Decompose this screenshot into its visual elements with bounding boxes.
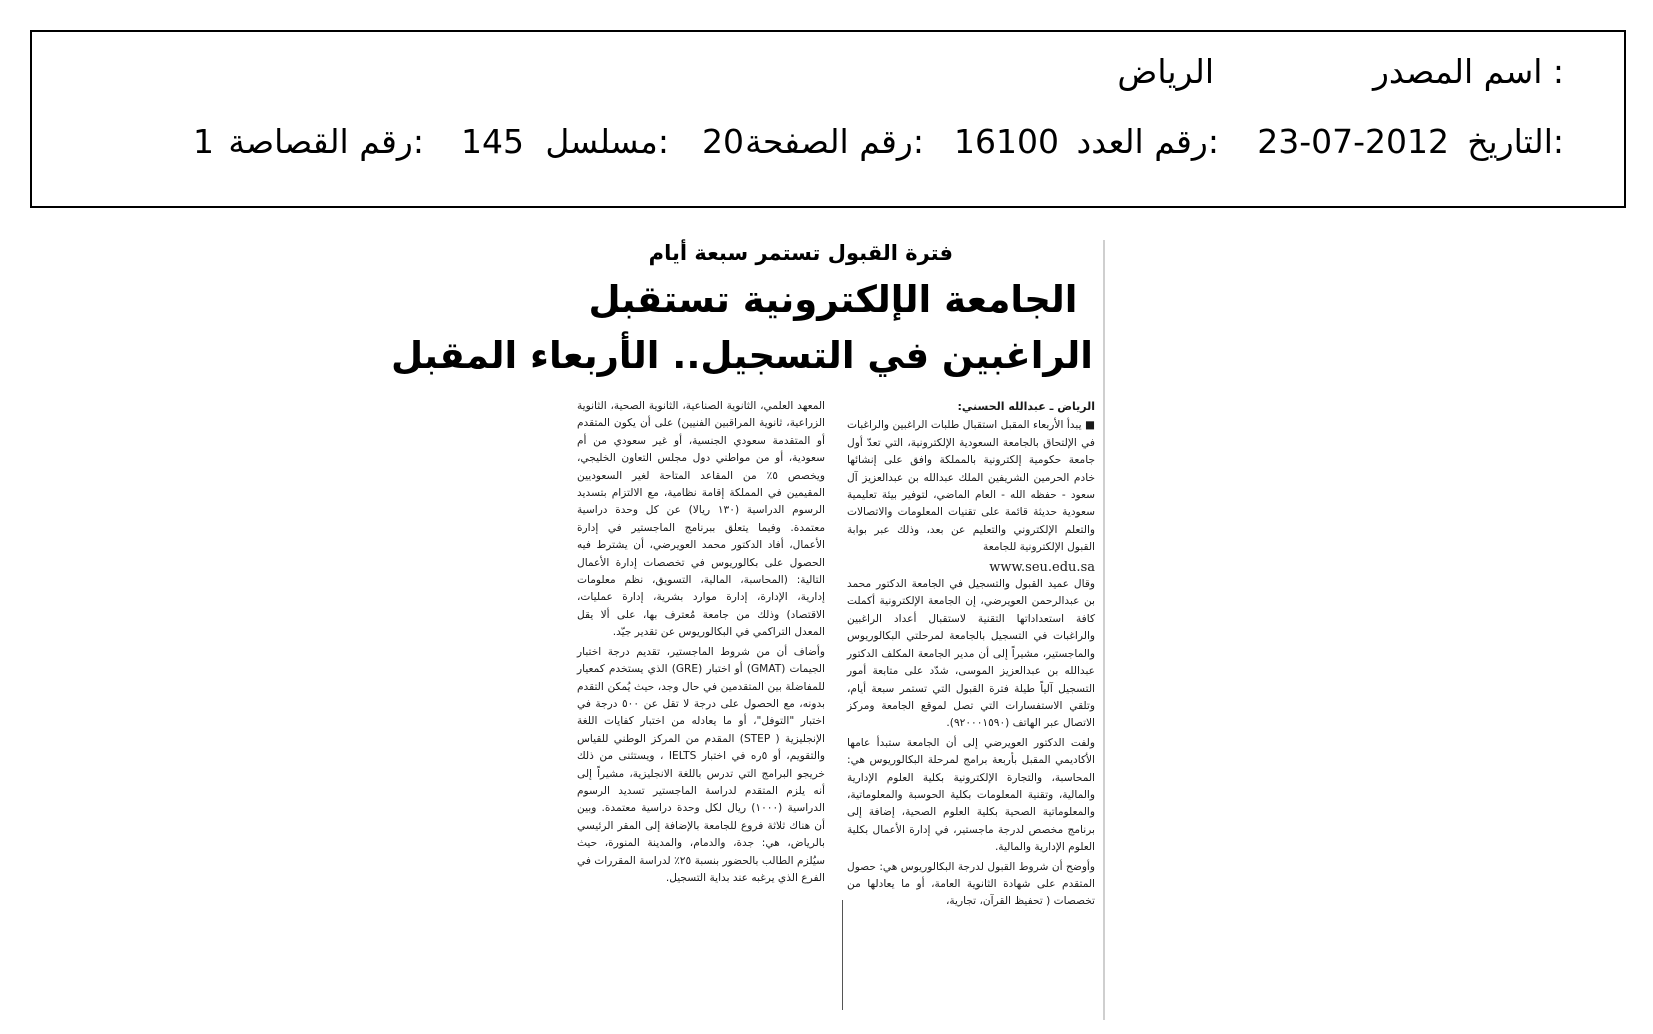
- newspaper-clipping: [391, 240, 1103, 1020]
- clipping-edge: [1103, 240, 1105, 1020]
- issue-value: 16100: [954, 122, 1059, 161]
- article-headline: [391, 272, 1093, 384]
- paragraph: المعهد العلمي، الثانوية الصناعية، الثانوية الصحية، الثانوية الزراعية، ثانوية المراقبين الفنيين) على أن يكون المتقدم أو المتقدمة سعودي الجنسية، أو غير سعودي من أم سعودية، أو من مواطني دول مجلس التعاون الخليجي، ويخصص ٥٪ من المقاعد المتاحة لغير السعوديين المقيمين في المملكة إقامة نظامية، مع الالتزام بتسديد الرسوم الدراسية (١٣٠ ريالا) عن كل وحدة دراسية معتمدة. وفيما يتعلق ببرنامج الماجستير في إدارة الأعمال، أفاد الدكتور محمد العويرضي، أن يشترط فيه الحصول على بكالوريوس في تخصصات إدارة الأعمال التالية: (المحاسبة، المالية، التسويق، نظم معلومات إدارية، الإدارة، إدارة موارد بشرية، إدارة عمليات، الاقتصاد) وذلك من جامعة مُعترف بها، على ألا يقل المعدل التراكمي في البكالوريوس عن تقدير جيّد.: [577, 400, 825, 639]
- article-byline: الرياض ـ عبدالله الحسني:: [957, 400, 1095, 413]
- paragraph: ولفت الدكتور العويرضي إلى أن الجامعة ستبدأ عامها الأكاديمي المقبل بأربعة برامج لمرحلة البكالوريوس هي: المحاسبة، والتجارة الإلكترونية بكلية العلوم الإدارية والمالية، وتقنية المعلومات بكلية الحوسبة والمعلوماتية، والمعلوماتية الصحية بكلية العلوم الصحية، إضافة إلى برنامج مخصص لدرجة ماجستير، في إدارة الأعمال بكلية العلوم الإدارية والمالية.: [847, 736, 1095, 854]
- clip-value: 1: [193, 122, 214, 161]
- headline-line-2: الراغبين في التسجيل.. الأربعاء المقبل: [391, 334, 1093, 377]
- date-label: التاريخ:: [1467, 122, 1564, 161]
- serial-value: 145: [461, 122, 524, 161]
- serial-label: مسلسل:: [545, 122, 669, 161]
- page-value: 20: [702, 122, 744, 161]
- paragraph: وقال عميد القبول والتسجيل في الجامعة الدكتور محمد بن عبدالرحمن العويرضي، إن الجامعة الإلكترونية أكملت كافة استعداداتها التقنية لاستقبال أعداد الراغبين والراغبات في التسجيل بالجامعة لمرحلتي البكالوريوس والماجستير، مشيراً إلى أن مدير الجامعة المكلف الدكتور عبدالله بن عبدالعزيز الموسى، شدّد على متابعة أمور التسجيل آلياً طيلة فترة القبول التي تستمر سبعة أيام، وتلقي الاستفسارات التي تصل لموقع الجامعة ومركز الاتصال عبر الهاتف (٩٢٠٠٠١٥٩٠).: [847, 578, 1095, 730]
- page-label: رقم الصفحة:: [745, 122, 924, 161]
- paragraph: وأضاف أن من شروط الماجستير، تقديم درجة اختبار الجيمات (GMAT) أو اختبار (GRE) الذي يستخدم كمعيار للمفاضلة بين المتقدمين في حال وجد، حيث يُمكن التقدم بدونه، مع الحصول على درجة لا تقل عن ٥٠٠ درجة في اختبار "التوفل"، أو ما يعادله من اختبار كفايات اللغة الإنجليزية ( STEP) المقدم من المركز الوطني للقياس والتقويم، أو ٥ره في اختبار IELTS ، ويستثنى من ذلك خريجو البرامج التي تدرس باللغة الانجليزية، مشيراً إلى أنه يلزم المتقدم لدراسة الماجستير تسديد الرسوم الدراسية (١٠٠٠) ريال لكل وحدة دراسية معتمدة. وبين أن هناك ثلاثة فروع للجامعة بالإضافة إلى المقر الرئيسي بالرياض، هي: جدة، والدمام، والمدينة المنورة، حيث سيُلزم الطالب بالحضور بنسبة ٢٥٪ لدراسة المقررات في الفرع الذي يرغبه عند بداية التسجيل.: [577, 645, 826, 884]
- website-url: www.seu.edu.sa: [989, 559, 1095, 575]
- source-label: اسم المصدر :: [1372, 52, 1564, 91]
- clip-label: رقم القصاصة:: [228, 122, 424, 161]
- paragraph: وأوضح أن شروط القبول لدرجة البكالوريوس هي: حصول المتقدم على شهادة الثانوية العامة، أو ما يعادلها من تخصصات ( تحفيظ القرآن، تجارية،: [847, 860, 1095, 908]
- column-divider: [842, 900, 844, 1010]
- paragraph: ■ يبدأ الأربعاء المقبل استقبال طلبات الراغبين والراغبات في الإلتحاق بالجامعة السعودية الإلكترونية، التي تعدّ أول جامعة حكومية إلكترونية بالمملكة وافق على إنشائها خادم الحرمين الشريفين الملك عبدالله بن عبدالعزيز آل سعود - حفظه الله - العام الماضي، لتوفير بيئة تعليمية سعودية حديثة قائمة على تقنيات المعلومات والاتصالات والتعلم الإلكتروني والتعليم عن بعد، وذلك عبر بوابة القبول الإلكترونية للجامعة: [847, 419, 1095, 554]
- issue-label: رقم العدد:: [1076, 122, 1219, 161]
- date-value: 23-07-2012: [1257, 122, 1449, 161]
- article-column-left: [577, 398, 825, 889]
- article-kicker: فترة القبول تستمر سبعة أيام: [648, 241, 953, 265]
- source-value: الرياض: [1117, 52, 1214, 91]
- headline-line-1: الجامعة الإلكترونية تستقبل: [588, 278, 1078, 321]
- metadata-box: [30, 30, 1626, 208]
- article-column-right: [847, 398, 1095, 913]
